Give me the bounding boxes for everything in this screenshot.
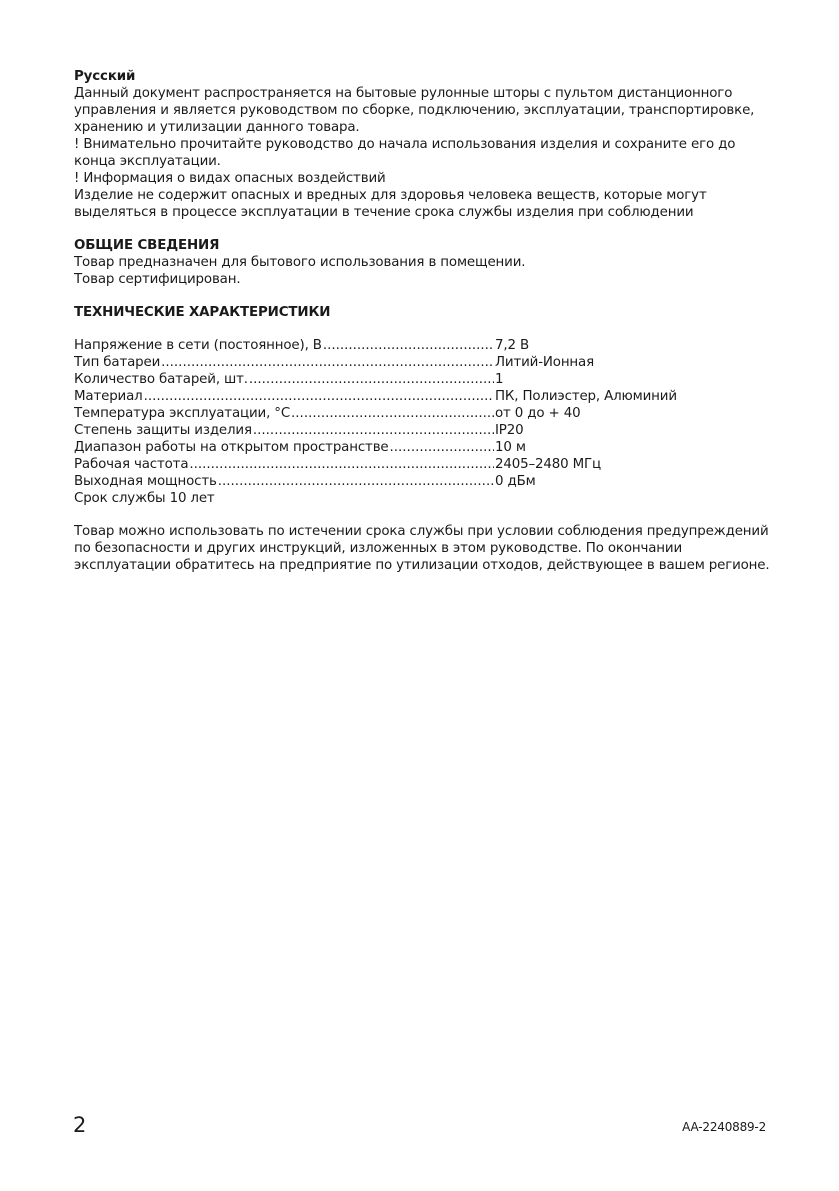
spec-value: 7,2 В — [495, 338, 529, 353]
hazard-text: Изделие не содержит опасных и вредных для здоровья человека веществ, которые могут выделяться в процессе эксплуатации в течение срока службы изделия при соблюдении — [74, 188, 707, 220]
hazard-section — [74, 170, 774, 221]
dot-leader — [144, 388, 494, 405]
spec-row — [74, 354, 774, 371]
general-section — [74, 237, 774, 288]
spec-label: Диапазон работы на открытом пространстве — [74, 440, 389, 455]
dot-leader — [291, 405, 494, 422]
spec-value: 2405–2480 МГц — [495, 457, 601, 472]
dot-leader — [323, 337, 494, 354]
dot-leader — [390, 439, 494, 456]
dot-leader — [161, 354, 494, 371]
spec-row — [74, 456, 774, 473]
spec-value: от 0 до + 40 — [495, 406, 581, 421]
spec-row — [74, 422, 774, 439]
spec-row — [74, 337, 774, 354]
page-number: 2 — [73, 1113, 87, 1137]
spec-row — [74, 405, 774, 422]
spec-label: Выходная мощность — [74, 474, 217, 489]
spec-row — [74, 388, 774, 405]
spec-value: IP20 — [495, 423, 524, 438]
warning-paragraph: ! Внимательно прочитайте руководство до начала использования изделия и сохраните его до конца эксплуатации. — [74, 137, 736, 169]
specs-heading: ТЕХНИЧЕСКИЕ ХАРАКТЕРИСТИКИ — [74, 305, 331, 320]
spec-row — [74, 371, 774, 388]
dot-leader — [253, 422, 494, 439]
spec-value: 10 м — [495, 440, 526, 455]
service-life: Срок службы 10 лет — [74, 491, 215, 506]
general-line-1: Товар предназначен для бытового использования в помещении. — [74, 255, 526, 270]
spec-value: 0 дБм — [495, 474, 536, 489]
dot-leader — [249, 371, 494, 388]
spec-value: ПК, Полиэстер, Алюминий — [495, 389, 677, 404]
general-heading: ОБЩИЕ СВЕДЕНИЯ — [74, 238, 220, 253]
spec-label: Материал — [74, 389, 143, 404]
closing-paragraph: Товар можно использовать по истечении срока службы при условии соблюдения предупреждений по безопасности и других инструкций, изложенных в этом руководстве. По окончании эксплуатации обратитесь на предприятие по утилизации отходов, действующее в вашем регионе. — [74, 524, 770, 573]
dot-leader — [218, 473, 494, 490]
spec-value: 1 — [495, 372, 504, 387]
spec-label: Степень защиты изделия — [74, 423, 252, 438]
general-line-2: Товар сертифицирован. — [74, 272, 241, 287]
spec-label: Напряжение в сети (постоянное), В — [74, 338, 322, 353]
language-heading: Русский — [74, 69, 136, 84]
document-body — [74, 68, 774, 574]
document-code: AA-2240889-2 — [682, 1120, 766, 1134]
spec-row — [74, 473, 774, 490]
spec-label: Тип батареи — [74, 355, 161, 370]
specs-section — [74, 304, 774, 507]
spec-label: Рабочая частота — [74, 457, 189, 472]
spec-label: Температура эксплуатации, °С — [74, 406, 291, 421]
hazard-title: ! Информация о видах опасных воздействий — [74, 171, 386, 186]
specs-list — [74, 337, 774, 507]
dot-leader — [189, 456, 494, 473]
spec-value: Литий-Ионная — [495, 355, 594, 370]
spec-row — [74, 439, 774, 456]
spec-label: Количество батарей, шт. — [74, 372, 248, 387]
intro-paragraph: Данный документ распространяется на бытовые рулонные шторы с пультом дистанционного управления и является руководством по сборке, подключению, эксплуатации, транспортировке, хранению и утилизации данного товара. — [74, 86, 755, 135]
